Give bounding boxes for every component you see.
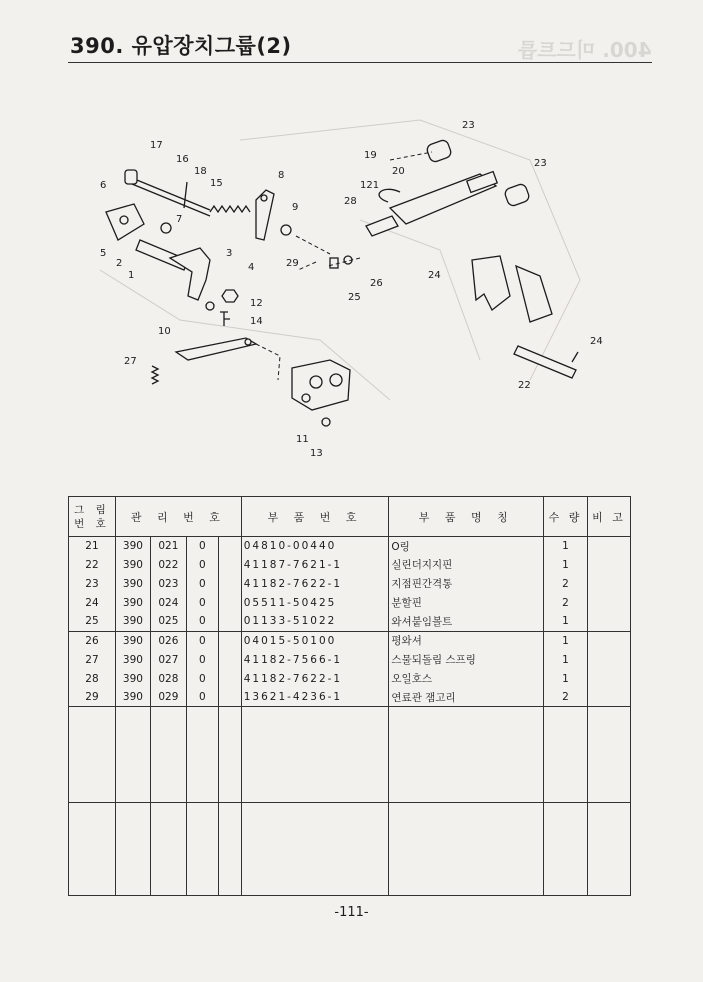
cell-remark [587,669,630,688]
svg-text:3: 3 [226,248,233,259]
cell-seq: 029 [150,688,186,707]
part-3-arm [170,248,210,300]
title-rule [68,62,652,63]
cell-spacer [218,650,241,669]
svg-text:17: 17 [150,140,163,151]
svg-text:12: 12 [250,298,263,309]
cell-part-no: 41182-7622-1 [241,574,389,593]
cell-fig-no: 26 [69,631,116,650]
cell-part-no: 41182-7566-1 [241,650,389,669]
svg-text:2: 2 [116,258,123,269]
part-12-washer [206,302,214,310]
svg-text:10: 10 [158,326,171,337]
svg-text:20: 20 [392,166,405,177]
cylinder-rod [366,216,398,236]
cell-seq: 025 [150,612,186,631]
cylinder-bracket [472,256,510,310]
cell-part-name: O링 [389,537,544,556]
header-part-name: 부 품 명 칭 [389,497,544,537]
cell-group: 390 [115,650,150,669]
cell-qty: 1 [544,555,588,574]
cell-group: 390 [115,574,150,593]
cylinder-bracket-right [516,266,552,322]
cell-fig-no: 25 [69,612,116,631]
cell-seq: 024 [150,593,186,612]
cell-part-name: 분할핀 [389,593,544,612]
cell-fig-no: 29 [69,688,116,707]
svg-text:24: 24 [428,270,441,281]
part-23-collar-right [504,183,531,207]
svg-text:26: 26 [370,278,383,289]
cell-group: 390 [115,555,150,574]
cell-group: 390 [115,593,150,612]
table-row [69,669,631,688]
table-row [69,555,631,574]
page-title: 390. 유압장치그룹(2) [70,34,292,58]
cell-seq: 023 [150,574,186,593]
cell-part-name: 연료관 잼고리 [389,688,544,707]
svg-text:1: 1 [128,270,135,281]
cell-rev: 0 [186,574,218,593]
svg-text:22: 22 [518,380,531,391]
cell-remark [587,631,630,650]
cell-part-name: 와셔붙임볼트 [389,612,544,631]
svg-text:24: 24 [590,336,603,347]
cell-qty: 1 [544,631,588,650]
table-row [69,631,631,650]
cell-rev: 0 [186,555,218,574]
svg-text:9: 9 [292,202,299,213]
cell-remark [587,574,630,593]
part-17-cap [125,170,137,184]
cell-seq: 028 [150,669,186,688]
cell-spacer [218,555,241,574]
cell-part-name: 오일호스 [389,669,544,688]
cell-rev: 0 [186,537,218,556]
cell-rev: 0 [186,669,218,688]
cell-remark [587,537,630,556]
cell-fig-no: 23 [69,574,116,593]
cell-qty: 1 [544,537,588,556]
cell-remark [587,593,630,612]
svg-text:11: 11 [296,434,309,445]
cell-part-no: 41182-7622-1 [241,669,389,688]
table-row [69,593,631,612]
cell-part-no: 04810-00440 [241,537,389,556]
svg-text:16: 16 [176,154,189,165]
table-header-row [69,497,631,537]
cell-spacer [218,574,241,593]
cell-part-name: 실린더지지핀 [389,555,544,574]
svg-text:13: 13 [310,448,323,459]
cell-part-name: 지점핀간격통 [389,574,544,593]
cell-fig-no: 22 [69,555,116,574]
cell-group: 390 [115,688,150,707]
svg-text:14: 14 [250,316,263,327]
svg-text:27: 27 [124,356,137,367]
svg-text:4: 4 [248,262,255,273]
svg-text:8: 8 [278,170,285,181]
cell-qty: 1 [544,669,588,688]
header-fig-no-bottom: 번 호 [74,517,110,530]
cell-part-no: 41187-7621-1 [241,555,389,574]
cell-rev: 0 [186,631,218,650]
exploded-parts-diagram [60,100,650,480]
part-10-rod [176,338,256,360]
cell-remark [587,555,630,574]
part-25-bolt [330,258,338,268]
cell-part-name: 평와셔 [389,631,544,650]
hydraulic-cylinder-assembly [330,139,578,378]
bleed-through-title: 400. 미드트릅 [518,38,652,62]
cell-fig-no: 24 [69,593,116,612]
svg-text:6: 6 [100,180,107,191]
cell-rev: 0 [186,612,218,631]
header-fig-no-top: 그 림 [74,503,110,516]
cell-spacer [218,612,241,631]
part-7-washer [161,223,171,233]
cell-rev: 0 [186,688,218,707]
svg-text:18: 18 [194,166,207,177]
cell-spacer [218,631,241,650]
svg-text:25: 25 [348,292,361,303]
table-row [69,650,631,669]
cell-fig-no: 28 [69,669,116,688]
cell-part-no: 01133-51022 [241,612,389,631]
cell-seq: 026 [150,631,186,650]
part-28-hose [379,189,400,202]
cell-part-no: 13621-4236-1 [241,688,389,707]
part-18-pin [184,182,187,208]
cell-qty: 1 [544,650,588,669]
cell-spacer [218,537,241,556]
svg-text:29: 29 [286,258,299,269]
part-14-pin [220,312,230,326]
cell-spacer [218,669,241,688]
cell-qty: 2 [544,593,588,612]
part-27-spring [152,366,158,384]
page-number: -111- [334,905,369,920]
cell-part-name: 스물되돌림 스프링 [389,650,544,669]
table-row [69,612,631,631]
cell-qty: 2 [544,688,588,707]
svg-text:23: 23 [534,158,547,169]
svg-text:7: 7 [176,214,183,225]
header-mgmt-no: 관 리 번 호 [115,497,241,537]
header-qty: 수 량 [544,497,588,537]
part-4-nut [222,290,238,302]
table-row [69,537,631,556]
cell-part-no: 04015-50100 [241,631,389,650]
cell-group: 390 [115,631,150,650]
cell-seq: 021 [150,537,186,556]
part-23-collar-top [426,139,453,163]
svg-text:23: 23 [462,120,475,131]
svg-text:15: 15 [210,178,223,189]
header-fig-no [69,497,116,537]
cell-part-no: 05511-50425 [241,593,389,612]
header-remark: 비 고 [587,497,630,537]
cell-remark [587,650,630,669]
table-row [69,688,631,707]
svg-text:28: 28 [344,196,357,207]
blank-row-group [69,803,631,896]
lift-arm-assembly [106,170,350,426]
cell-group: 390 [115,537,150,556]
cell-group: 390 [115,669,150,688]
cell-fig-no: 21 [69,537,116,556]
header-part-no: 부 품 번 호 [241,497,389,537]
part-9-ring [281,225,291,235]
parts-table [68,496,631,896]
svg-text:121: 121 [360,180,380,191]
cell-rev: 0 [186,593,218,612]
svg-text:5: 5 [100,248,107,259]
cell-group: 390 [115,612,150,631]
cell-qty: 1 [544,612,588,631]
cell-spacer [218,593,241,612]
cell-spacer [218,688,241,707]
table-row [69,574,631,593]
cell-seq: 022 [150,555,186,574]
cell-remark [587,688,630,707]
svg-text:19: 19 [364,150,377,161]
cell-qty: 2 [544,574,588,593]
cell-fig-no: 27 [69,650,116,669]
cell-seq: 027 [150,650,186,669]
blank-row-group [69,707,631,803]
cell-remark [587,612,630,631]
part-11-seal [322,418,330,426]
part-15-spring [210,206,250,212]
cell-rev: 0 [186,650,218,669]
part-24-cotter [572,352,578,362]
